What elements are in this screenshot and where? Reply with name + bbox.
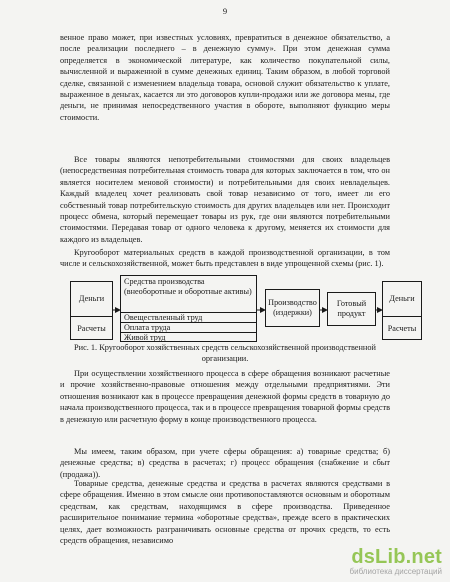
figure-caption: Рис. 1. Кругооборот хозяйственных средств сельскохозяйственной производственной организации.	[74, 343, 376, 363]
right-settlements-label: Расчеты	[383, 316, 421, 340]
means-row-materialized-labor: Овеществленный труд	[121, 312, 256, 323]
paragraph-2: Все товары являются непотребительными стоимостями для своих владельцев (непосредственная потребительная стоимость товара для которых заключается в том, что он является носителем меновой стоимости) и потребительными для своих невладельцев. Каждый владелец хочет реализовать свой товар независимо от того, имеет ли его собственный товар потребительскую стоимость для других владельцев или нет. Происходит процесс обмена, который перемещает товары из рук, где они являются потребительными стоимостями. Передавая товар от одного человека к другому, меняется их стоимости для каждого из владельцев.	[60, 155, 390, 244]
left-money-label: Деньги	[78, 294, 105, 303]
right-money-label: Деньги	[389, 294, 415, 303]
production-label: Производство (издержки)	[268, 298, 317, 317]
means-of-production-box	[120, 275, 257, 342]
product-label: Готовый продукт	[336, 299, 367, 318]
watermark-logo: dsLib.net	[351, 546, 442, 568]
right-money-box	[382, 281, 422, 340]
paragraph-4: При осуществлении хозяйственного процесса в сфере обращения возникают расчетные и прочие хозяйственно-правовые отношения между отдельными предприятиями. Эти отношения возникают как в процессе превращения денежной формы средств в товарную до начала производственного процесса, так и в процессе превращения товарной формы средств в денежную или расчетную форму в конце производственного процесса.	[60, 369, 390, 424]
means-row-living-labor: Живой труд	[121, 332, 256, 342]
paragraph-5: Мы имеем, таким образом, при учете сферы обращения: а) товарные средства; б) денежные средства; в) средства в расчетах; г) процесс обращения (снабжение и сбыт (продажа)).	[60, 447, 390, 479]
paragraph-3: Кругооборот материальных средств в каждой производственной организации, в том числе и сельскохозяйственной, может быть представлен в виде упрощенной схемы (рис. 1).	[60, 248, 390, 269]
watermark-subtitle: библиотека диссертаций	[349, 567, 442, 576]
paragraph-6: Товарные средства, денежные средства и средства в расчетах являются средствами в сфере обращения. Именно в этом смысле они противопоставляются основным и оборотным средствам, как средствам, находящимся в сфере производства. Приведенное расширительное понимание термина «оборотные средства», прежде всего в практических целях, дает возможность разграничивать основные средства от прочих средств, то есть средств обращения, независимо	[60, 479, 390, 546]
means-title: Средства производства (внеоборотные и оборотные активы)	[124, 277, 252, 296]
production-box	[265, 289, 320, 327]
paragraph-1: венное право может, при известных условиях, превратиться в денежное обязательство, а после реализации последнего – в денежную сумму». При этом денежная сумма определяется в экономической литературе, как количество покупательной силы, вычисленной и выраженной в сумме денежных единиц. Таким образом, в любой торговой сделке, связанной с изменением владельца товара, основой служит обязательство к уплате, выраженное в деньгах, касается ли это договоров купли-продажи или же договора мены, где деньги, не принимая непосредственного участия в обороте, выполняют функцию меры стоимости.	[60, 33, 390, 122]
site-watermark	[350, 546, 442, 576]
page-number: 9	[222, 6, 228, 16]
means-row-labor-payment: Оплата труда	[121, 322, 256, 333]
left-settlements-label: Расчеты	[71, 316, 112, 340]
left-money-box	[70, 281, 113, 340]
product-box	[327, 292, 376, 326]
